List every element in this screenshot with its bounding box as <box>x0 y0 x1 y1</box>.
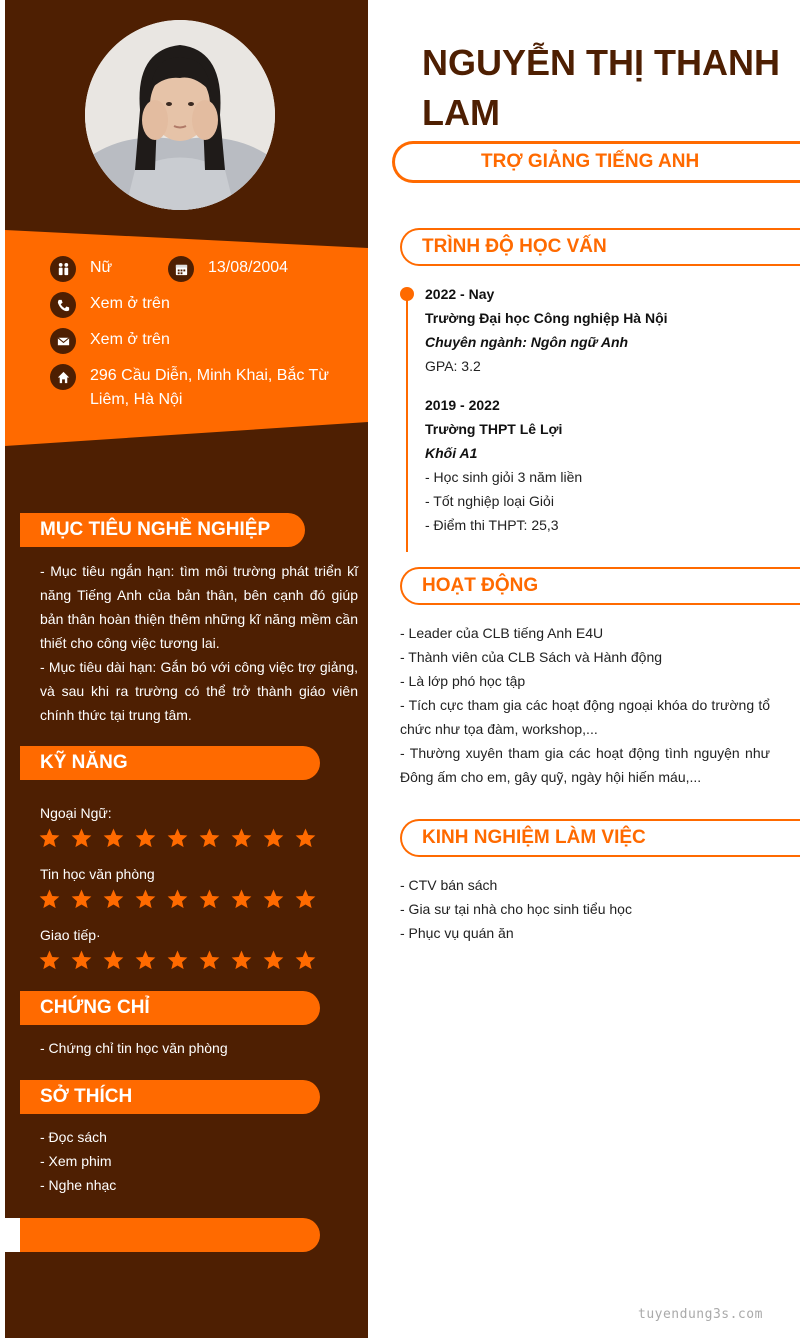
objective-text <box>40 559 358 727</box>
skill-rating-office <box>38 887 326 911</box>
education-school: Trường THPT Lê Lợi <box>425 421 563 437</box>
phone-value: Xem ở trên <box>90 295 170 312</box>
skill-rating-language <box>38 826 326 850</box>
star-icon <box>198 887 230 911</box>
gender-icon <box>50 256 76 282</box>
star-icon <box>166 887 198 911</box>
skills-title: KỸ NĂNG <box>20 746 320 780</box>
gender-row <box>50 256 112 282</box>
address-row <box>50 364 360 412</box>
certificate-item: - Chứng chỉ tin học văn phòng <box>40 1040 228 1056</box>
education-major: Khối A1 <box>425 445 478 461</box>
star-icon <box>166 826 198 850</box>
objective-short-term: - Mục tiêu ngắn hạn: tìm môi trường phát triển kĩ năng Tiếng Anh của bản thân, bên cạnh đó giúp bản thân hoàn thiện thêm những kĩ năng mềm cần thiết cho công việc tương lai. <box>40 563 358 651</box>
star-icon <box>38 826 70 850</box>
education-detail: GPA: 3.2 <box>425 358 481 374</box>
phone-row <box>50 292 170 318</box>
star-icon <box>70 826 102 850</box>
hobby-item: - Nghe nhạc <box>40 1177 117 1193</box>
star-icon <box>166 948 198 972</box>
home-icon <box>50 364 76 390</box>
email-icon <box>50 328 76 354</box>
education-school: Trường Đại học Công nghiệp Hà Nội <box>425 310 668 326</box>
star-icon <box>70 887 102 911</box>
activity-item: - Tích cực tham gia các hoạt động ngoại khóa do trường tổ chức như tọa đàm, workshop,... <box>400 697 770 737</box>
star-icon <box>230 887 262 911</box>
activity-item: - Thường xuyên tham gia các hoạt động tình nguyện như Đông ấm cho em, gây quỹ, ngày hội hiến máu,... <box>400 745 770 785</box>
star-icon <box>262 826 294 850</box>
skill-label-language: Ngoại Ngữ: <box>40 805 112 821</box>
watermark: tuyendung3s.com <box>638 1307 763 1322</box>
education-detail: - Điểm thi THPT: 25,3 <box>425 517 559 533</box>
timeline-dot <box>400 287 414 301</box>
experience-item: - CTV bán sách <box>400 877 498 893</box>
education-entry <box>425 282 785 378</box>
certificates-list <box>40 1036 358 1060</box>
hobby-item: - Xem phim <box>40 1153 112 1169</box>
activities-list <box>400 621 770 789</box>
calendar-icon <box>168 256 194 282</box>
education-major: Chuyên ngành: Ngôn ngữ Anh <box>425 334 629 350</box>
experience-title: KINH NGHIỆM LÀM VIỆC <box>400 819 800 857</box>
star-icon <box>230 826 262 850</box>
certificates-title: CHỨNG CHỈ <box>20 991 320 1025</box>
education-detail: - Học sinh giỏi 3 năm liền <box>425 469 583 485</box>
objective-long-term: - Mục tiêu dài hạn: Gắn bó với công việc trợ giảng, và sau khi ra trường có thể trở thành giáo viên chính thức tại trung tâm. <box>40 659 358 723</box>
email-value: Xem ở trên <box>90 331 170 348</box>
education-period: 2019 - 2022 <box>425 397 500 413</box>
star-icon <box>294 948 326 972</box>
hobbies-title: SỞ THÍCH <box>20 1080 320 1114</box>
experience-item: - Gia sư tại nhà cho học sinh tiểu học <box>400 901 632 917</box>
star-icon <box>262 948 294 972</box>
star-icon <box>134 826 166 850</box>
activity-item: - Leader của CLB tiếng Anh E4U <box>400 625 604 641</box>
profile-photo <box>85 20 275 210</box>
dob-row <box>168 256 288 282</box>
skill-label-office: Tin học văn phòng <box>40 866 155 882</box>
experience-item: - Phục vụ quán ăn <box>400 925 514 941</box>
star-icon <box>38 887 70 911</box>
education-period: 2022 - Nay <box>425 286 495 302</box>
timeline-line <box>406 292 408 552</box>
star-icon <box>262 887 294 911</box>
star-icon <box>198 826 230 850</box>
hobby-item: - Đọc sách <box>40 1129 107 1145</box>
education-title: TRÌNH ĐỘ HỌC VẤN <box>400 228 800 266</box>
dob-value: 13/08/2004 <box>208 259 289 276</box>
email-row <box>50 328 170 354</box>
star-icon <box>294 826 326 850</box>
star-icon <box>102 948 134 972</box>
star-icon <box>70 948 102 972</box>
skill-rating-communication <box>38 948 326 972</box>
hobbies-list <box>40 1125 358 1197</box>
star-icon <box>102 826 134 850</box>
gender-value: Nữ <box>90 259 113 276</box>
star-icon <box>38 948 70 972</box>
candidate-name: NGUYỄN THỊ THANH LAM <box>422 42 780 133</box>
phone-icon <box>50 292 76 318</box>
education-detail: - Tốt nghiệp loại Giỏi <box>425 493 554 509</box>
star-icon <box>230 948 262 972</box>
address-value: 296 Cầu Diễn, Minh Khai, Bắc Từ Liêm, Hà Nội <box>90 367 329 408</box>
activities-title: HOẠT ĐỘNG <box>400 567 800 605</box>
skill-label-communication: Giao tiếp· <box>40 927 101 943</box>
education-entry <box>425 393 785 537</box>
experience-list <box>400 873 770 945</box>
objective-title: MỤC TIÊU NGHỀ NGHIỆP <box>20 513 305 547</box>
star-icon <box>134 887 166 911</box>
activity-item: - Thành viên của CLB Sách và Hành động <box>400 649 663 665</box>
left-column <box>5 0 368 1338</box>
star-icon <box>134 948 166 972</box>
activity-item: - Là lớp phó học tập <box>400 673 526 689</box>
avatar <box>85 20 275 210</box>
star-icon <box>102 887 134 911</box>
job-title: TRỢ GIẢNG TIẾNG ANH <box>392 141 800 183</box>
star-icon <box>294 887 326 911</box>
star-icon <box>198 948 230 972</box>
